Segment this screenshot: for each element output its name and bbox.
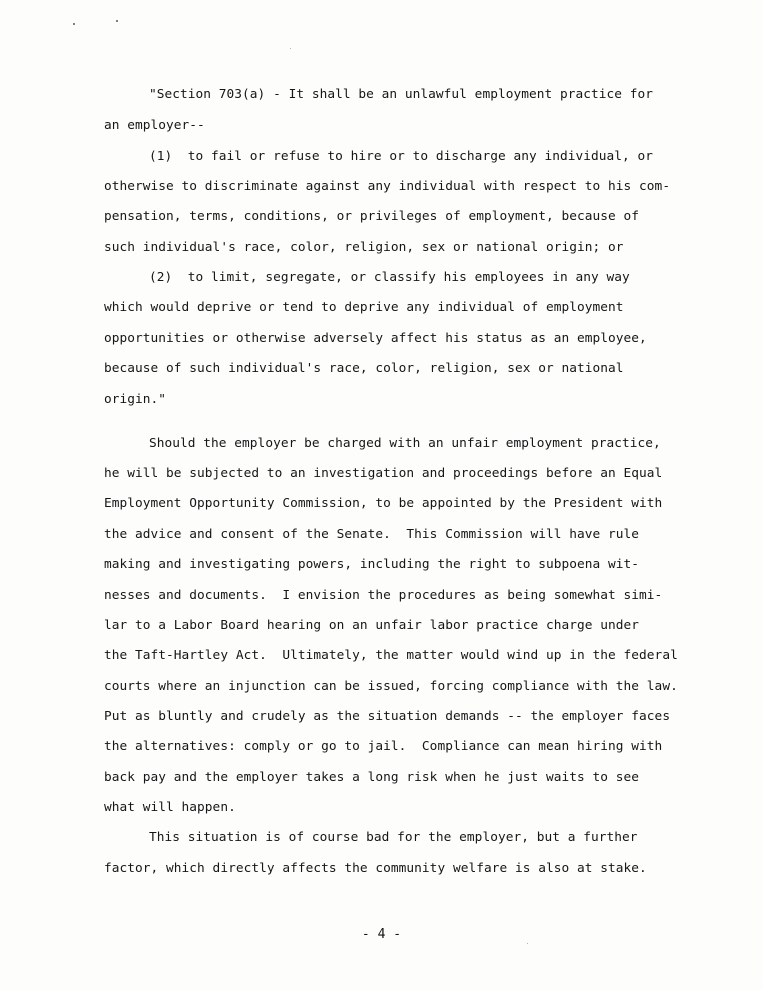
clause-2-line: origin." (104, 392, 167, 407)
paragraph-1-line: he will be subjected to an investigation and proceedings before an Equal (104, 466, 663, 481)
paragraph-1-line: Put as bluntly and crudely as the situation demands -- the employer faces (104, 709, 671, 724)
paragraph-2-line: This situation is of course bad for the employer, but a further (149, 830, 638, 845)
clause-2-line: because of such individual's race, color, religion, sex or national (104, 361, 624, 376)
paragraph-1-line: lar to a Labor Board hearing on an unfair labor practice charge under (104, 618, 640, 633)
clause-1-line: (1) to fail or refuse to hire or to discharge any individual, or (149, 149, 654, 164)
clause-1-line: otherwise to discriminate against any individual with respect to his com- (104, 179, 671, 194)
scan-speck (527, 943, 528, 944)
quote-line: "Section 703(a) - It shall be an unlawful employment practice for (149, 87, 654, 102)
scan-speck (290, 48, 291, 49)
page-number: - 4 - (361, 927, 402, 942)
clause-2-line: which would deprive or tend to deprive any individual of employment (104, 300, 624, 315)
scan-speck (116, 20, 118, 22)
paragraph-1-line: what will happen. (104, 800, 236, 815)
paragraph-1-line: back pay and the employer takes a long risk when he just waits to see (104, 770, 640, 785)
paragraph-1-line: the advice and consent of the Senate. This Commission will have rule (104, 527, 640, 542)
paragraph-1-line: nesses and documents. I envision the procedures as being somewhat simi- (104, 588, 663, 603)
clause-1-line: such individual's race, color, religion, sex or national origin; or (104, 240, 624, 255)
paragraph-1-line: making and investigating powers, including the right to subpoena wit- (104, 557, 640, 572)
paragraph-1-line: Employment Opportunity Commission, to be appointed by the President with (104, 496, 663, 511)
paragraph-1-line: Should the employer be charged with an unfair employment practice, (149, 436, 661, 451)
clause-2-line: opportunities or otherwise adversely affect his status as an employee, (104, 331, 647, 346)
clause-2-line: (2) to limit, segregate, or classify his employees in any way (149, 270, 630, 285)
clause-1-line: pensation, terms, conditions, or privileges of employment, because of (104, 209, 640, 224)
paragraph-1-line: courts where an injunction can be issued, forcing compliance with the law. (104, 679, 678, 694)
quote-line: an employer-- (104, 118, 205, 133)
paragraph-1-line: the Taft-Hartley Act. Ultimately, the matter would wind up in the federal (104, 648, 678, 663)
paragraph-1-line: the alternatives: comply or go to jail. Compliance can mean hiring with (104, 739, 663, 754)
scan-speck (73, 23, 75, 25)
paragraph-2-line: factor, which directly affects the community welfare is also at stake. (104, 861, 647, 876)
